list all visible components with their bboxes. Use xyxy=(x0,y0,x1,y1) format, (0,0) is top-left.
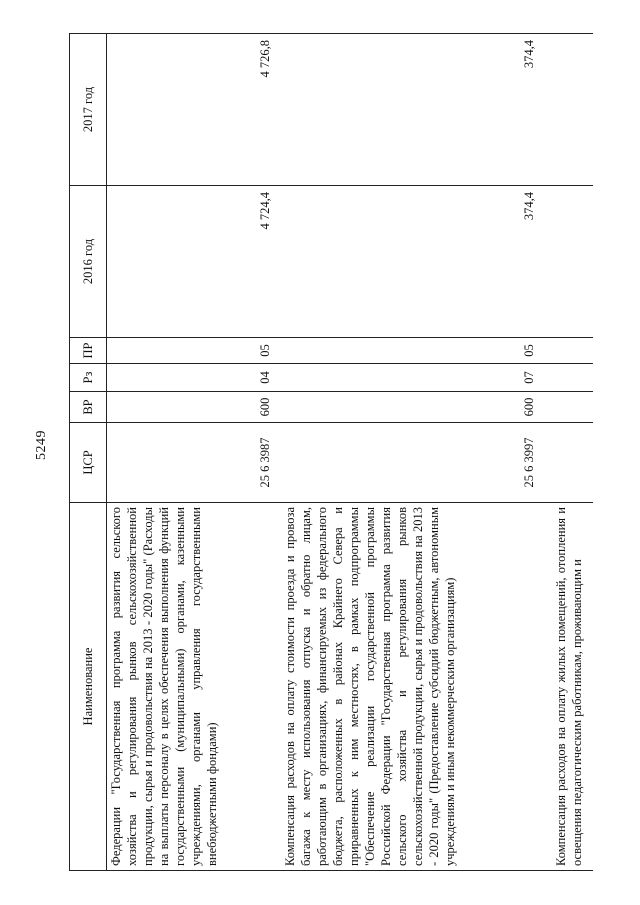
table-row xyxy=(107,34,282,871)
header-pr: ПР xyxy=(70,338,107,364)
row-2016: 4 724,4 xyxy=(107,186,282,338)
header-rz: Рз xyxy=(70,364,107,392)
row-vr: 600 xyxy=(107,392,282,423)
table-header-row xyxy=(70,34,107,871)
row-vr xyxy=(545,392,593,423)
row-name: Компенсация расходов на оплату стоимости проезда и провоза багажа к месту использования отпуска и обратно лицам, работающим в организациях, финансируемых из федерального бюджета, расположенных в районах Крайнего Севера и приравненных к ним местностях, в рамках подпрограммы "Обеспечение реализации государственной программы Российской Федерации "Государственная программа развития сельского хозяйства и регулирования рынков сельскохозяйственной продукции, сырья и продовольствия на 2013 - 2020 годы" (Предоставление субсидий бюджетным, автономным учреждениям и иным некоммерческим организациям) xyxy=(281,503,545,871)
header-2017: 2017 год xyxy=(70,34,107,186)
row-csr: 25 6 3997 xyxy=(281,423,545,503)
row-name: Федерации "Государственная программа развития сельского хозяйства и регулирования рынков сельскохозяйственной продукции, сырья и продовольствия на 2013 - 2020 годы" (Расходы на выплаты персоналу в целях обеспечения выполнения функций государственными (муниципальными) органами, казенными учреждениями, органами управления государственными внебюджетными фондами) xyxy=(107,503,282,871)
row-rz xyxy=(545,364,593,392)
row-rz: 07 xyxy=(281,364,545,392)
row-csr xyxy=(545,423,593,503)
table-row xyxy=(281,34,545,871)
row-pr xyxy=(545,338,593,364)
row-pr: 05 xyxy=(281,338,545,364)
header-csr: ЦСР xyxy=(70,423,107,503)
row-2017 xyxy=(545,34,593,186)
budget-table xyxy=(69,33,593,871)
row-name: Компенсация расходов на оплату жилых помещений, отопления и освещения педагогическим работникам, проживающим и xyxy=(545,503,593,871)
row-2016: 374,4 xyxy=(281,186,545,338)
row-2016 xyxy=(545,186,593,338)
header-vr: ВР xyxy=(70,392,107,423)
row-rz: 04 xyxy=(107,364,282,392)
header-name: Наименование xyxy=(70,503,107,871)
row-csr: 25 6 3987 xyxy=(107,423,282,503)
row-pr: 05 xyxy=(107,338,282,364)
row-2017: 374,4 xyxy=(281,34,545,186)
rotated-page-content xyxy=(69,34,617,871)
page-number: 5249 xyxy=(34,430,49,460)
table-row xyxy=(545,34,593,871)
row-2017: 4 726,8 xyxy=(107,34,282,186)
header-2016: 2016 год xyxy=(70,186,107,338)
row-vr: 600 xyxy=(281,392,545,423)
